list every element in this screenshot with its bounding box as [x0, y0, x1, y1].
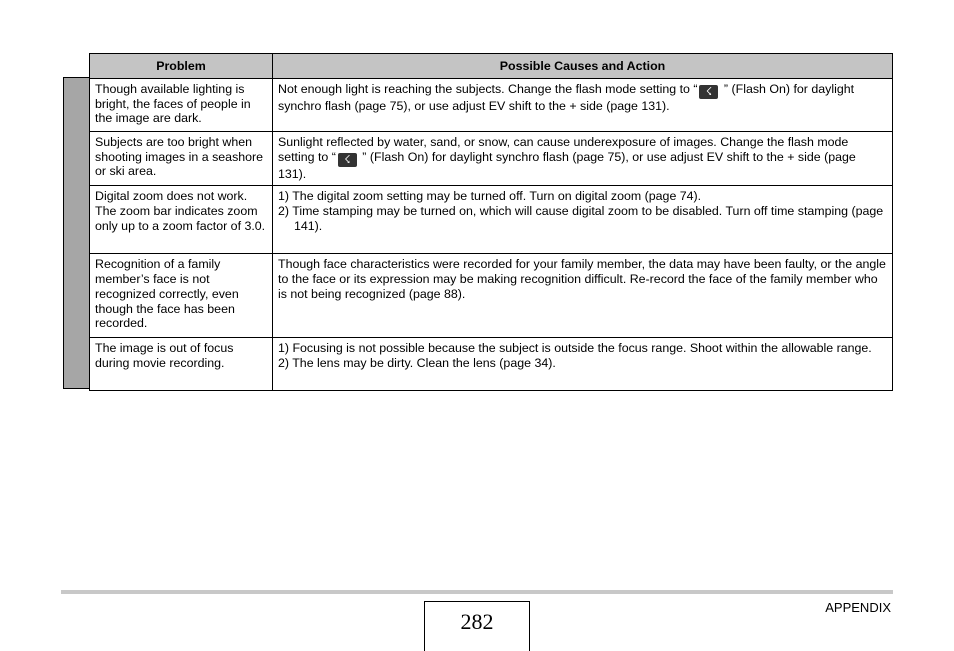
troubleshooting-table — [89, 53, 893, 391]
action-text: Not enough light is reaching the subjects. Change the flash mode setting to “ — [278, 82, 698, 96]
action-list — [278, 189, 887, 233]
action-cell — [273, 132, 893, 186]
table-row — [90, 186, 893, 254]
table-row — [90, 132, 893, 186]
action-text: Sunlight reflected by water, sand, or snow, can cause underexposure of images. Change the flash mode setting to “ — [278, 135, 849, 164]
action-text: ” (Flash On) for daylight synchro flash (page 75), or use adjust EV shift to the + side (page 131). — [278, 82, 855, 113]
table-row — [90, 79, 893, 132]
flash-on-icon: ☇ — [699, 85, 718, 99]
problem-cell: The image is out of focus during movie recording. — [90, 338, 273, 391]
footer-divider — [61, 590, 893, 594]
action-cell — [273, 186, 893, 254]
action-item: 2) The lens may be dirty. Clean the lens (page 34). — [278, 356, 556, 371]
action-text: ” (Flash On) for daylight synchro flash (page 75), or use adjust EV shift to the + side (page 131). — [278, 149, 856, 181]
table-row — [90, 338, 893, 391]
action-cell — [273, 338, 893, 391]
action-cell — [273, 79, 893, 132]
page-number: 282 — [424, 601, 530, 651]
section-side-tab — [63, 77, 90, 389]
action-cell: Though face characteristics were recorded for your family member, the data may have been faulty, or the angle to the face or its expression may be making recognition difficult. Re-record the face of the family member who is not being recognized (page 88). — [273, 254, 893, 338]
header-causes-action: Possible Causes and Action — [273, 54, 893, 79]
action-item: 1) Focusing is not possible because the subject is outside the focus range. Shoot within the allowable range. — [278, 341, 872, 356]
action-item: 2) Time stamping may be turned on, which will cause digital zoom to be disabled. Turn off time stamping (page 141). — [278, 204, 884, 233]
problem-cell: Though available lighting is bright, the faces of people in the image are dark. — [90, 79, 273, 132]
header-problem: Problem — [90, 54, 273, 79]
problem-cell: Digital zoom does not work. The zoom bar indicates zoom only up to a zoom factor of 3.0. — [90, 186, 273, 254]
action-item: 1) The digital zoom setting may be turned off. Turn on digital zoom (page 74). — [278, 189, 702, 204]
problem-cell: Subjects are too bright when shooting images in a seashore or ski area. — [90, 132, 273, 186]
table-header-row — [90, 54, 893, 79]
section-label: APPENDIX — [825, 600, 891, 615]
table-row — [90, 254, 893, 338]
action-list — [278, 341, 887, 370]
flash-on-icon: ☇ — [338, 153, 357, 167]
problem-cell: Recognition of a family member’s face is not recognized correctly, even though the face has been recorded. — [90, 254, 273, 338]
